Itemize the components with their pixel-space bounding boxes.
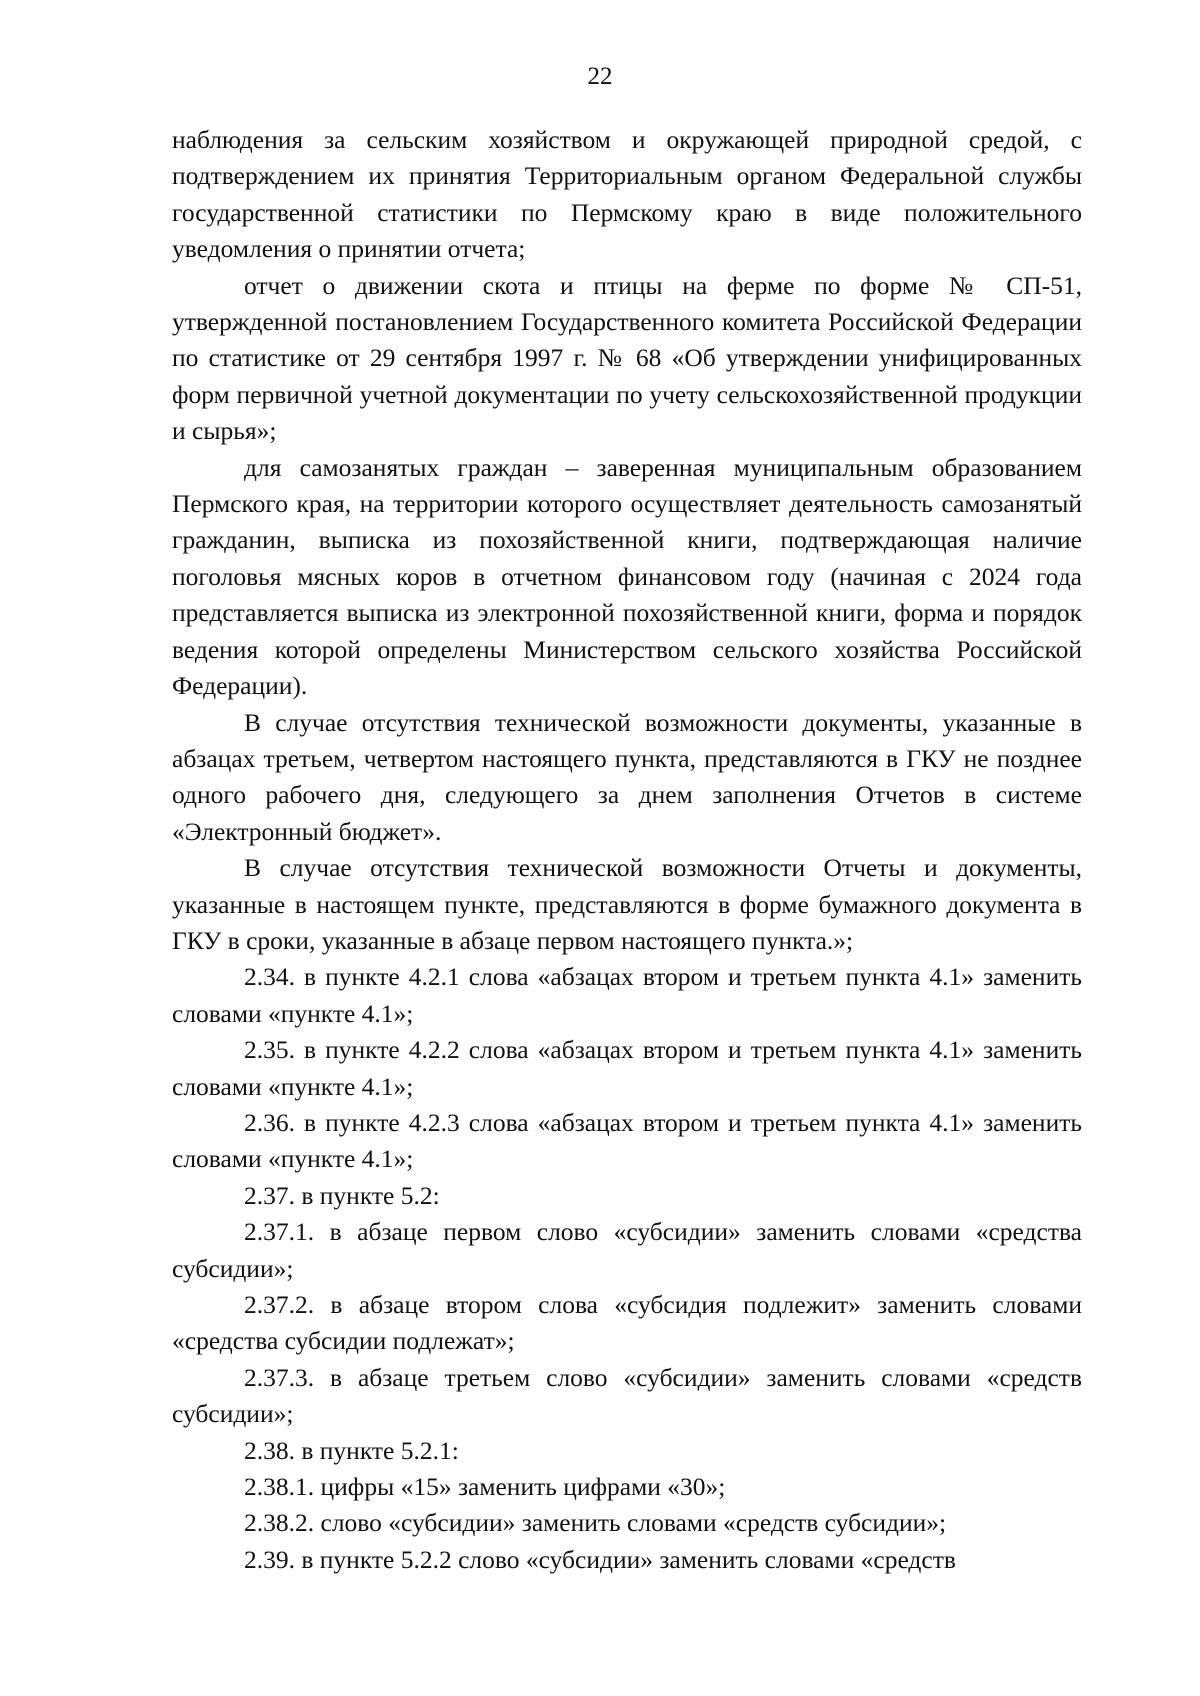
- page-number: 22: [587, 63, 613, 90]
- amendment-subitem: 2.37.3. в абзаце третьем слово «субсидии» заменить словами «средств субсидии»;: [172, 1362, 1082, 1429]
- amendment-item: 2.38. в пункте 5.2.1:: [244, 1435, 459, 1465]
- amendment-subitem: 2.37.1. в абзаце первом слово «субсидии» заменить словами «средства субсидии»;: [172, 1217, 1082, 1283]
- amendment-item: 2.35. в пункте 4.2.2 слова «абзацах втором и третьем пункта 4.1» заменить словами «пункте 4.1»;: [172, 1035, 1082, 1101]
- amendment-subitem: 2.38.1. цифры «15» заменить цифрами «30»;: [244, 1472, 726, 1502]
- document-body: [172, 122, 1082, 1578]
- paragraph: отчет о движении скота и птицы на ферме по форме № СП-51, утвержденной постановлением Государственного комитета Российской Федерации по статистике от 29 сентября 1997 г. № 68 «Об утверждении унифицированных форм первичной учетной документации по учету сельскохозяйственной продукции и сырья»;: [172, 270, 1082, 446]
- amendment-item: 2.39. в пункте 5.2.2 слово «субсидии» заменить словами «средств: [244, 1544, 956, 1574]
- paragraph: для самозанятых граждан – заверенная муниципальным образованием Пермского края, на территории которого осуществляет деятельность самозанятый гражданин, выписка из похозяйственной книги, подтверждающая наличие поголовья мясных коров в отчетном финансовом году (начиная с 2024 года представляется выписка из электронной похозяйственной книги, форма и порядок ведения которой определены Министерством сельского хозяйства Российской Федерации).: [172, 452, 1082, 701]
- amendment-subitem: 2.37.2. в абзаце втором слова «субсидия подлежит» заменить словами «средства субсидии подлежат»;: [172, 1290, 1082, 1356]
- paragraph-continuation: наблюдения за сельским хозяйством и окружающей природной средой, с подтверждением их принятия Территориальным органом Федеральной службы государственной статистики по Пермскому краю в виде положительного уведомления о принятии отчета;: [172, 125, 1082, 264]
- amendment-item: 2.37. в пункте 5.2:: [244, 1180, 440, 1210]
- amendment-item: 2.36. в пункте 4.2.3 слова «абзацах втором и третьем пункта 4.1» заменить словами «пункте 4.1»;: [172, 1107, 1082, 1174]
- amendment-subitem: 2.38.2. слово «субсидии» заменить словами «средств субсидии»;: [244, 1508, 947, 1538]
- paragraph: В случае отсутствия технической возможности документы, указанные в абзацах третьем, четвертом настоящего пункта, представляются в ГКУ не позднее одного рабочего дня, следующего за днем заполнения Отчетов в системе «Электронный бюджет».: [172, 707, 1082, 846]
- paragraph: В случае отсутствия технической возможности Отчеты и документы, указанные в настоящем пункте, представляются в форме бумажного документа в ГКУ в сроки, указанные в абзаце первом настоящего пункта.»;: [172, 853, 1082, 955]
- amendment-item: 2.34. в пункте 4.2.1 слова «абзацах втором и третьем пункта 4.1» заменить словами «пункте 4.1»;: [172, 962, 1082, 1028]
